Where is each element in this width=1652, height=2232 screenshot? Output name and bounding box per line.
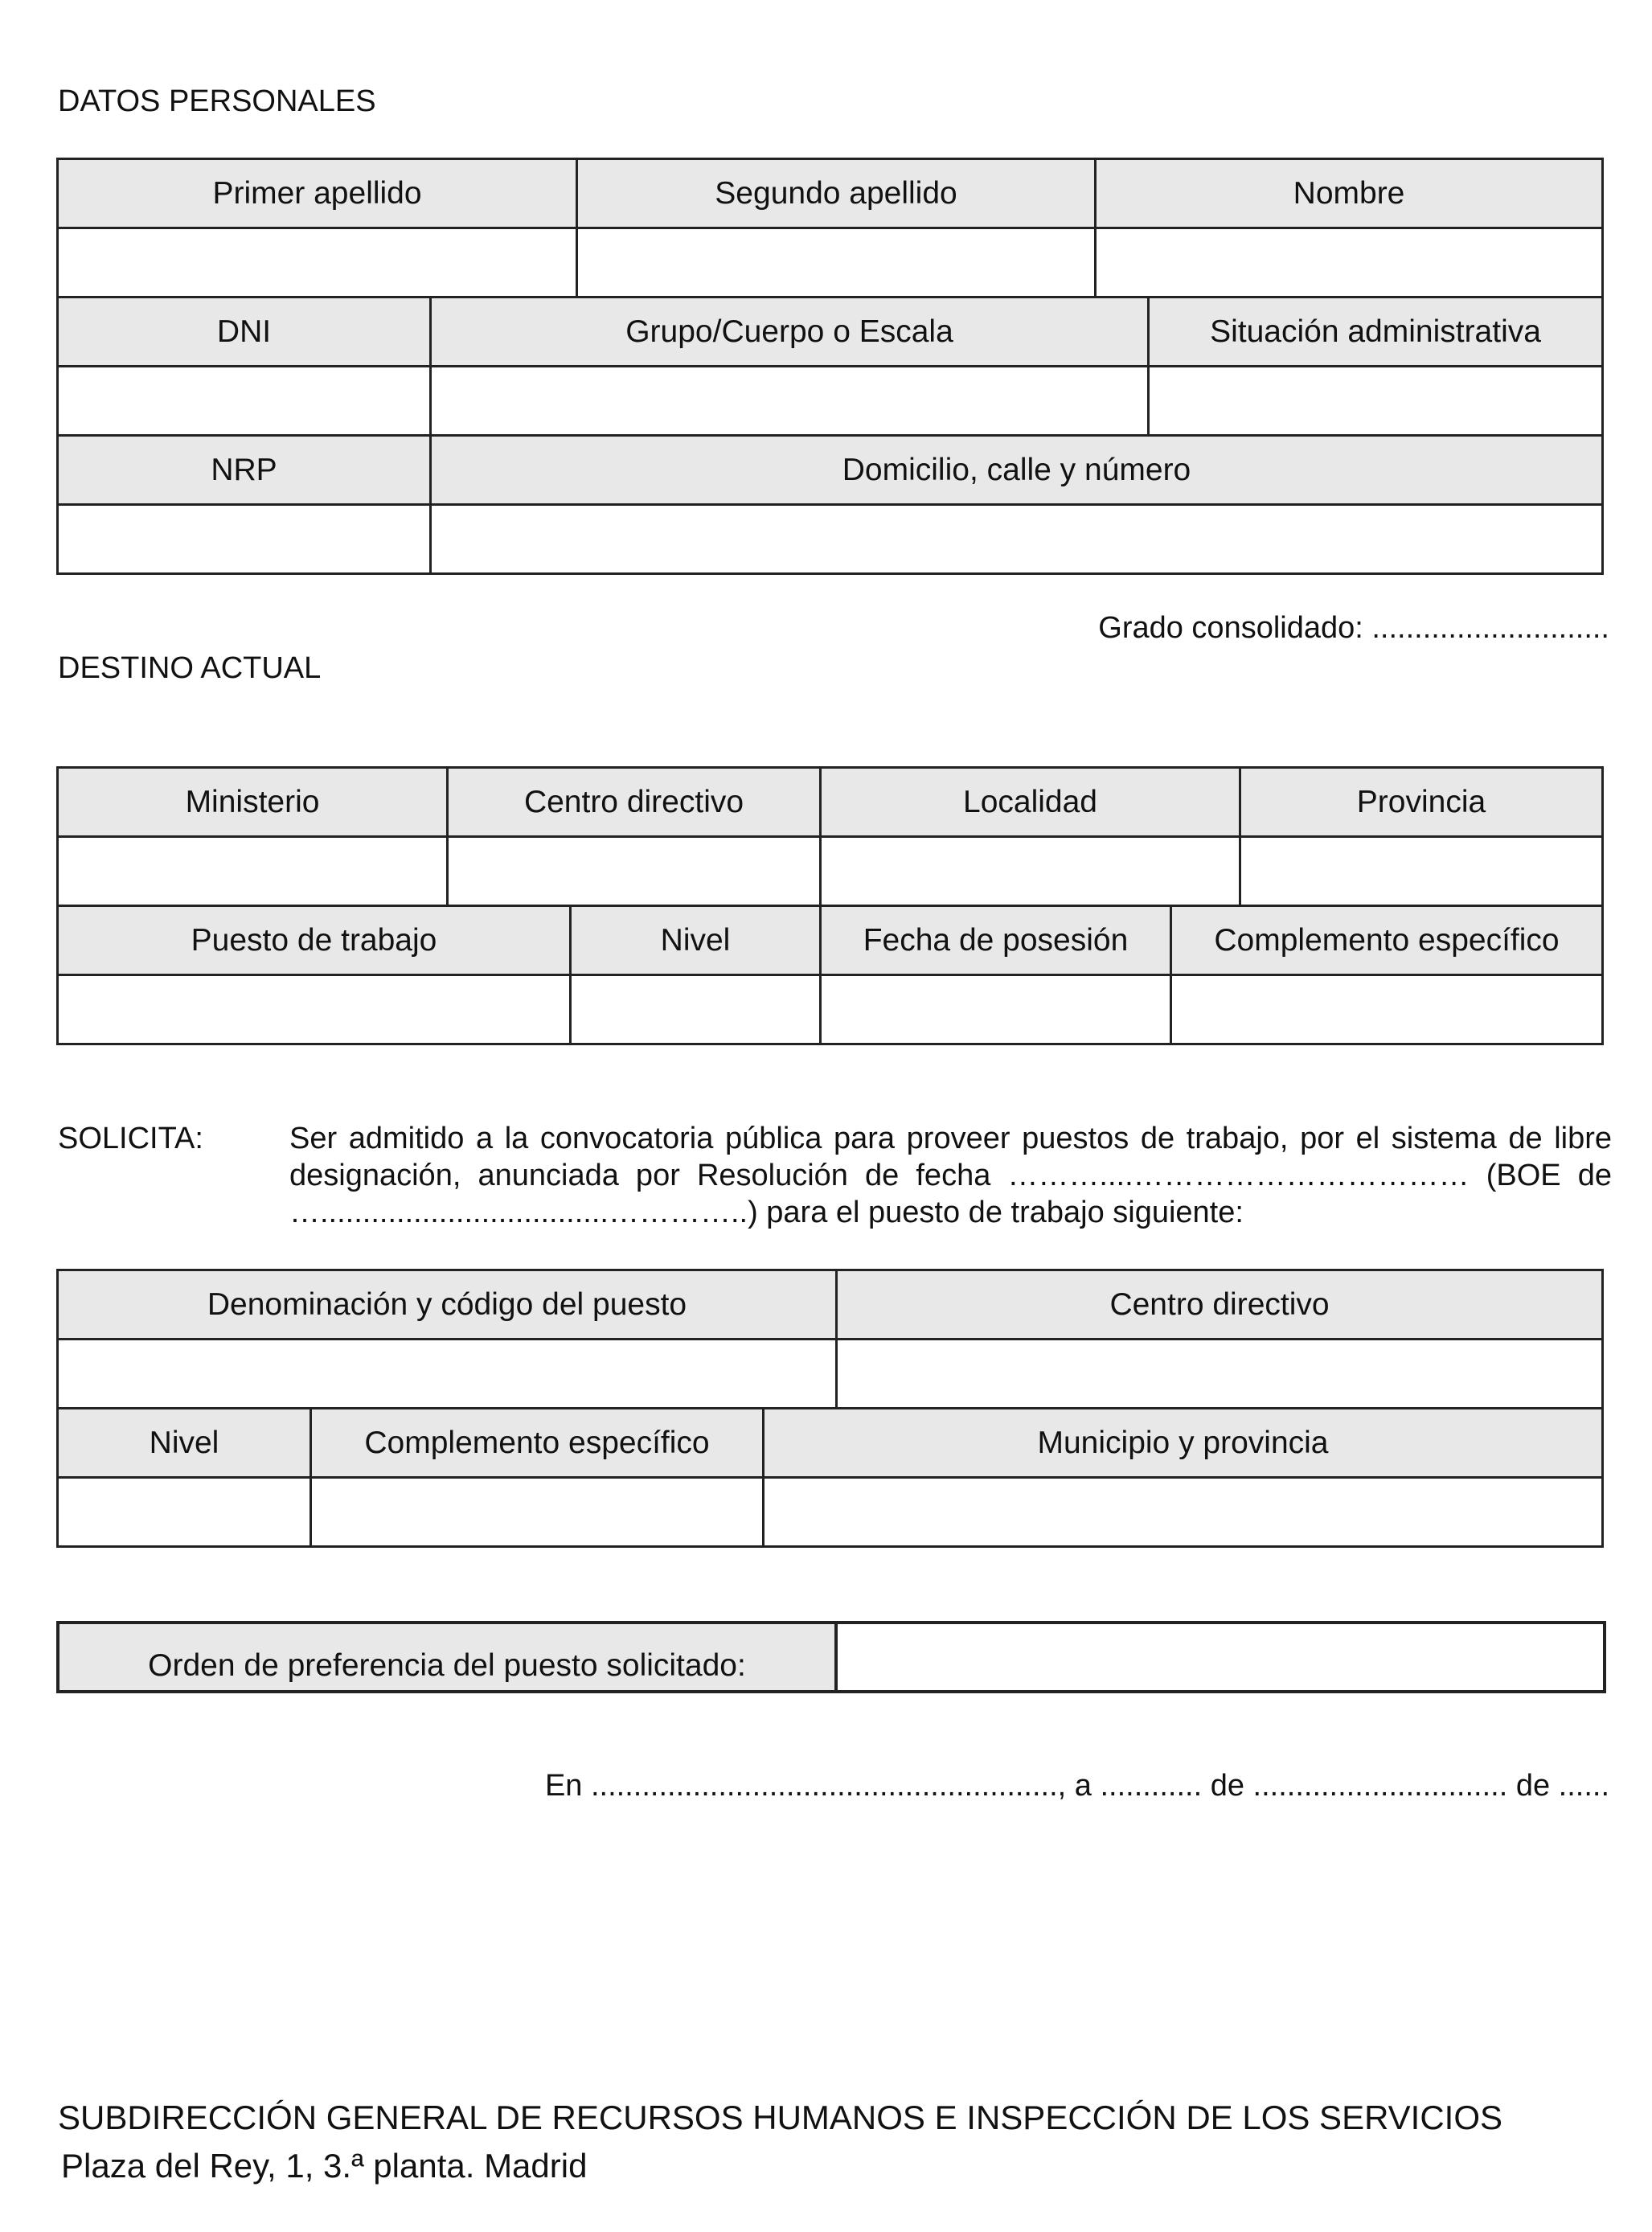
header-primer-apellido: Primer apellido	[58, 159, 577, 228]
header-centro-directivo: Centro directivo	[448, 768, 821, 837]
header-nrp: NRP	[58, 436, 431, 505]
field-puesto-trabajo[interactable]	[58, 975, 571, 1044]
section-title-destino-actual: DESTINO ACTUAL	[58, 651, 322, 685]
field-orden-preferencia[interactable]	[836, 1623, 1605, 1692]
field-grupo-cuerpo-escala[interactable]	[431, 367, 1149, 436]
solicita-text: Ser admitido a la convocatoria pública para proveer puestos de trabajo, por el sistema de libre designación, anunciada por Resolución de fecha ………....…………………………… (BOE de …..................................…………..) para el puesto de trabajo siguiente:	[289, 1122, 1612, 1229]
header-localidad: Localidad	[821, 768, 1240, 837]
field-fecha-posesion[interactable]	[821, 975, 1171, 1044]
header-nivel: Nivel	[571, 906, 821, 975]
field-primer-apellido[interactable]	[58, 228, 577, 297]
header-situacion-administrativa: Situación administrativa	[1149, 297, 1603, 367]
header-municipio-provincia: Municipio y provincia	[764, 1409, 1603, 1478]
field-municipio-provincia[interactable]	[764, 1478, 1603, 1547]
grado-consolidado: Grado consolidado: ............................	[1098, 611, 1609, 645]
field-nrp[interactable]	[58, 505, 431, 574]
header-grupo-cuerpo-escala: Grupo/Cuerpo o Escala	[431, 297, 1149, 367]
fecha-lugar-linea: En ......................................................., a ............ de .............................. de ......	[544, 1769, 1609, 1803]
header-segundo-apellido: Segundo apellido	[577, 159, 1096, 228]
header-nombre: Nombre	[1096, 159, 1603, 228]
footer-direccion: Plaza del Rey, 1, 3.ª planta. Madrid	[61, 2147, 588, 2185]
orden-preferencia-table	[56, 1621, 1606, 1693]
field-dni[interactable]	[58, 367, 431, 436]
header-complemento-solicitado: Complemento específico	[311, 1409, 764, 1478]
field-centro-directivo-solicitado[interactable]	[837, 1340, 1603, 1409]
field-segundo-apellido[interactable]	[577, 228, 1096, 297]
field-ministerio[interactable]	[58, 837, 448, 906]
footer-organismo: SUBDIRECCIÓN GENERAL DE RECURSOS HUMANOS E INSPECCIÓN DE LOS SERVICIOS	[58, 2099, 1503, 2136]
header-dni: DNI	[58, 297, 431, 367]
header-denominacion-codigo: Denominación y código del puesto	[58, 1270, 837, 1340]
header-ministerio: Ministerio	[58, 768, 448, 837]
field-nombre[interactable]	[1096, 228, 1603, 297]
header-provincia: Provincia	[1240, 768, 1603, 837]
field-localidad[interactable]	[821, 837, 1240, 906]
header-complemento-especifico: Complemento específico	[1171, 906, 1603, 975]
field-domicilio[interactable]	[431, 505, 1603, 574]
field-situacion-administrativa[interactable]	[1149, 367, 1603, 436]
field-complemento-especifico[interactable]	[1171, 975, 1603, 1044]
field-nivel-solicitado[interactable]	[58, 1478, 311, 1547]
destino-actual-table	[56, 766, 1604, 1045]
section-title-datos-personales: DATOS PERSONALES	[58, 84, 376, 118]
field-denominacion-codigo[interactable]	[58, 1340, 837, 1409]
orden-preferencia-label: Orden de preferencia del puesto solicitado:	[58, 1623, 836, 1692]
puesto-solicitado-table	[56, 1269, 1604, 1548]
header-domicilio: Domicilio, calle y número	[431, 436, 1603, 505]
field-nivel[interactable]	[571, 975, 821, 1044]
header-centro-directivo-solicitado: Centro directivo	[837, 1270, 1603, 1340]
field-centro-directivo[interactable]	[448, 837, 821, 906]
solicita-label: SOLICITA:	[58, 1122, 203, 1155]
header-fecha-posesion: Fecha de posesión	[821, 906, 1171, 975]
datos-personales-table	[56, 158, 1604, 575]
header-puesto-trabajo: Puesto de trabajo	[58, 906, 571, 975]
field-provincia[interactable]	[1240, 837, 1603, 906]
header-nivel-solicitado: Nivel	[58, 1409, 311, 1478]
field-complemento-solicitado[interactable]	[311, 1478, 764, 1547]
